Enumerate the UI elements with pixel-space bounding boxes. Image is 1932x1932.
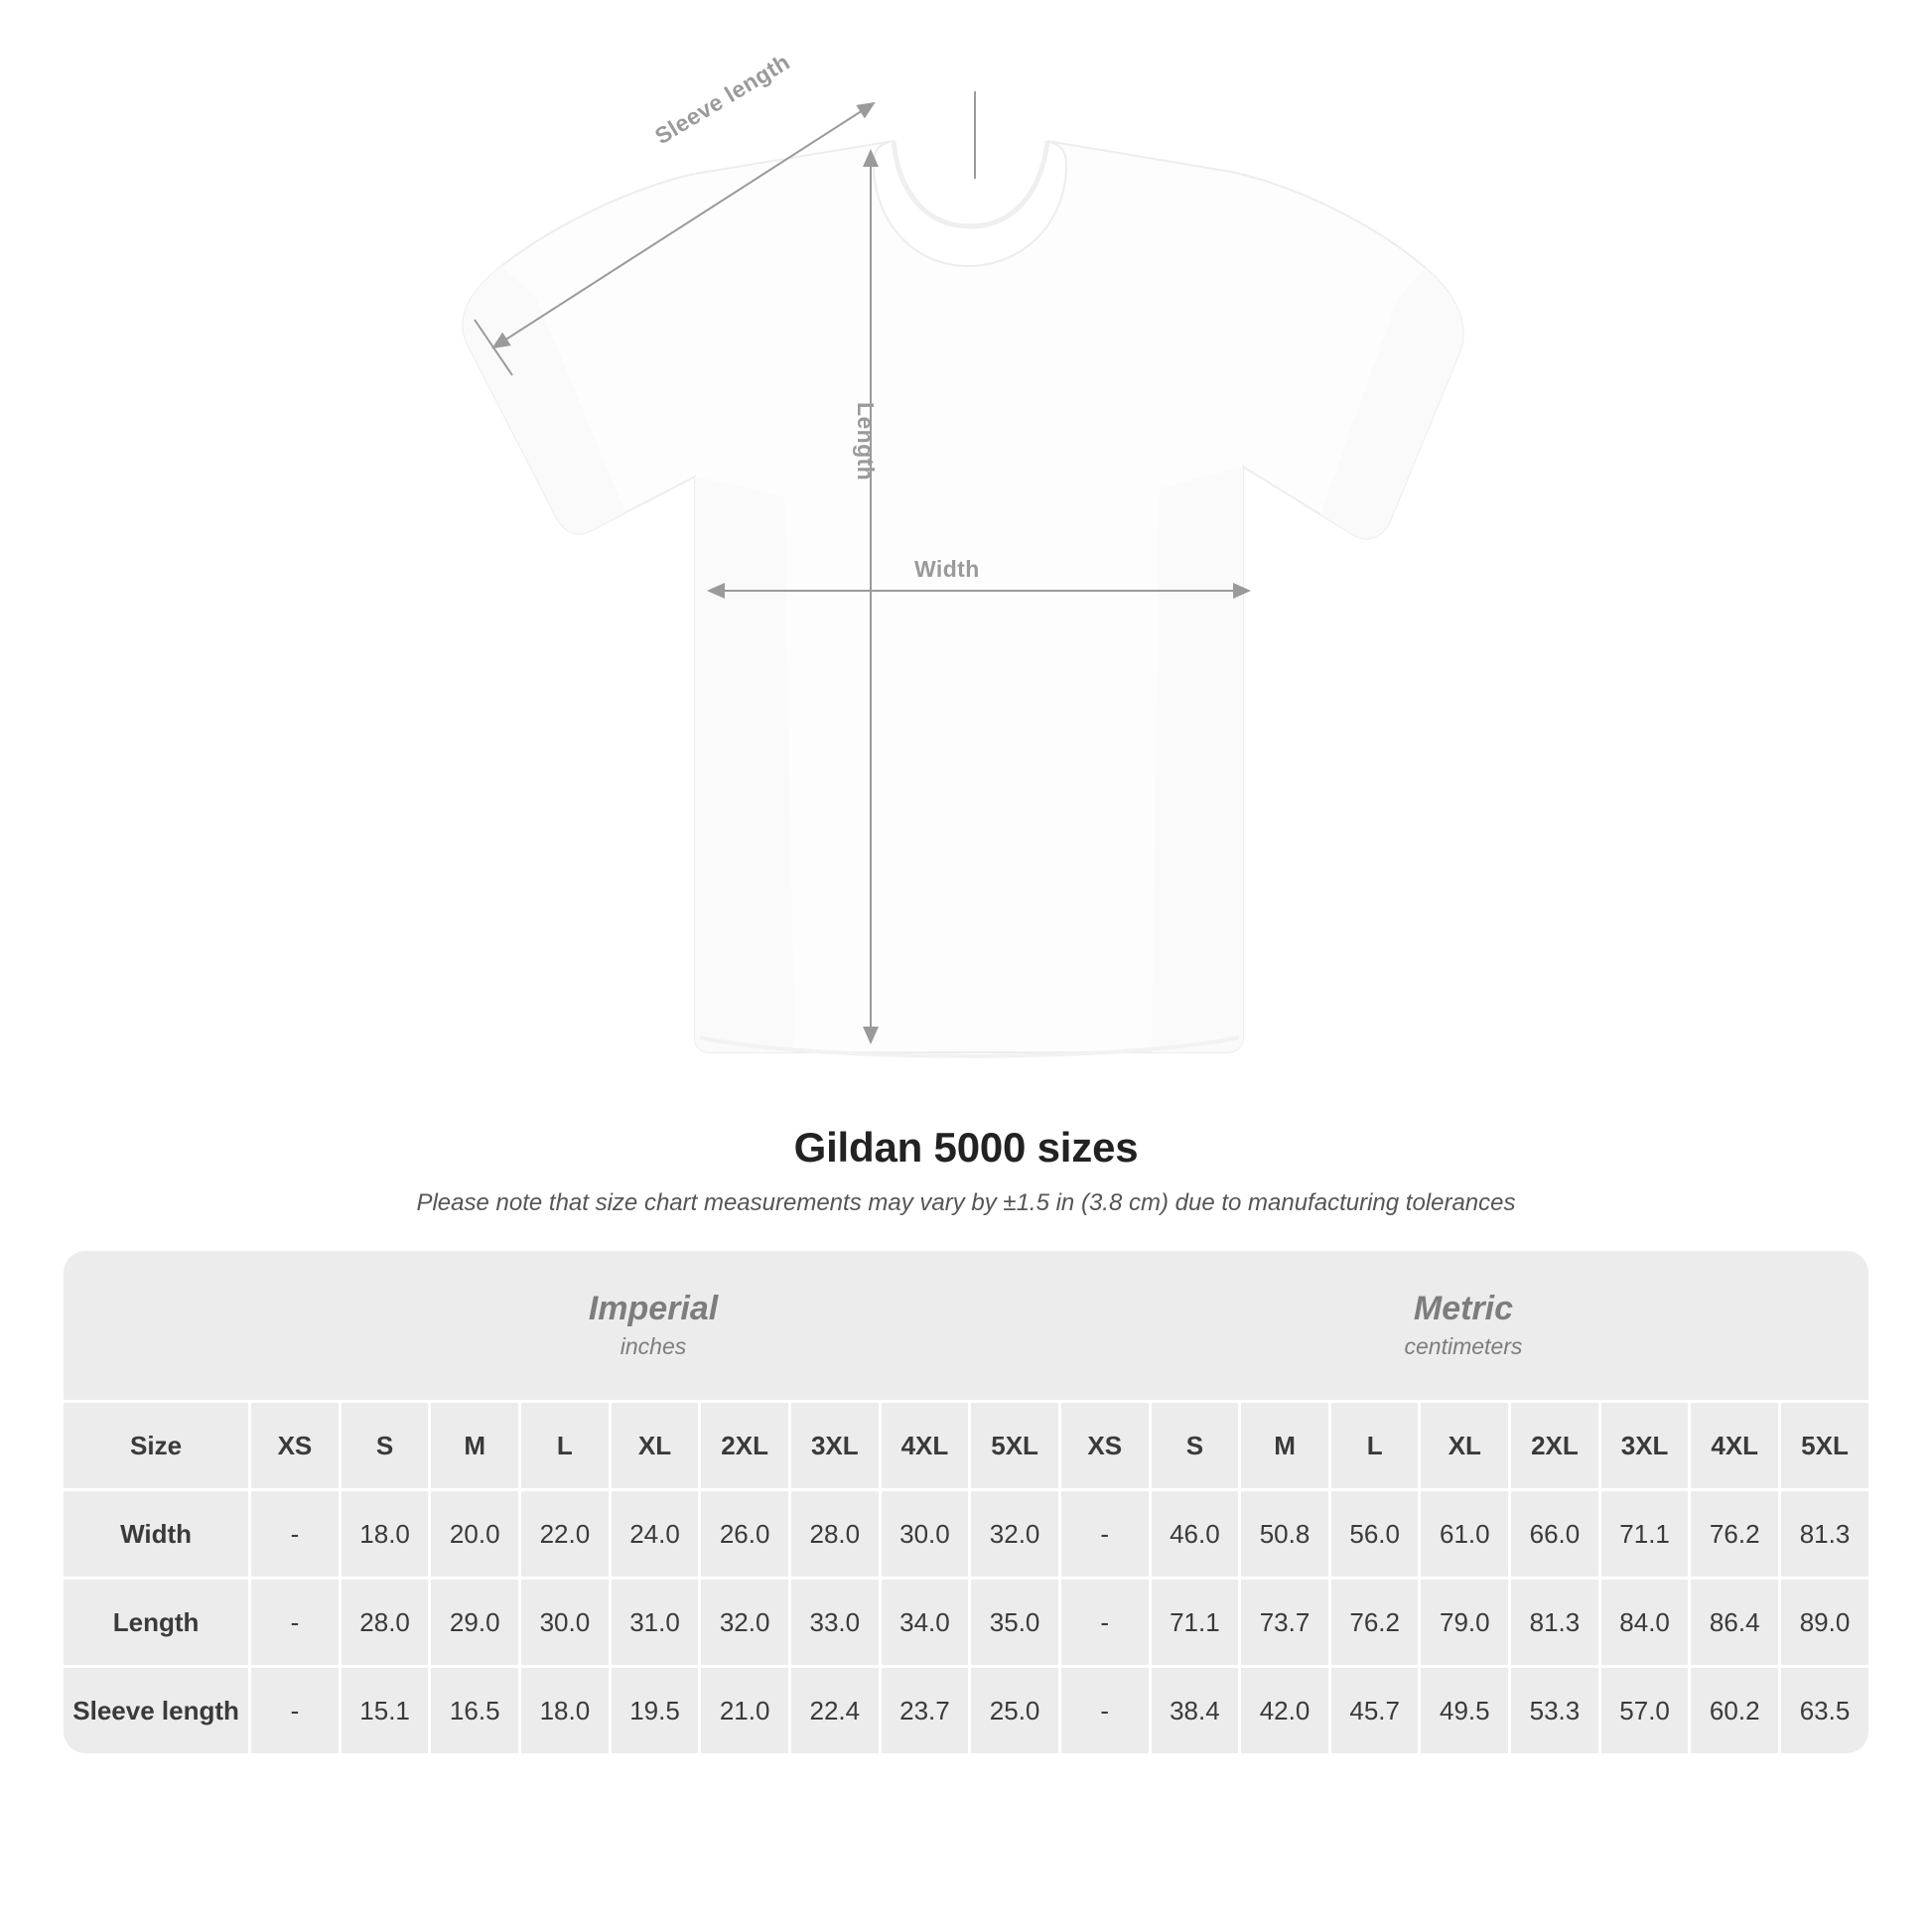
page-title: Gildan 5000 sizes	[793, 1124, 1139, 1171]
cell: 56.0	[1328, 1488, 1419, 1577]
column-header: 4XL	[1688, 1400, 1778, 1488]
cell: 28.0	[339, 1577, 429, 1665]
column-header-row	[64, 1400, 1868, 1488]
cell: 35.0	[968, 1577, 1058, 1665]
cell: -	[1058, 1665, 1149, 1753]
cell: 25.0	[968, 1665, 1058, 1753]
column-header: 5XL	[968, 1400, 1058, 1488]
table-row	[64, 1488, 1868, 1577]
cell: 20.0	[428, 1488, 518, 1577]
cell: 30.0	[879, 1488, 969, 1577]
cell: 73.7	[1238, 1577, 1328, 1665]
cell: 76.2	[1328, 1577, 1419, 1665]
cell: 22.4	[788, 1665, 879, 1753]
cell: 79.0	[1418, 1577, 1508, 1665]
row-header-size: Size	[64, 1400, 248, 1488]
cell: 30.0	[518, 1577, 609, 1665]
cell: 42.0	[1238, 1665, 1328, 1753]
column-header: S	[1149, 1400, 1239, 1488]
cell: -	[248, 1577, 339, 1665]
title-block	[0, 1124, 1932, 1217]
size-table-wrap	[64, 1251, 1868, 1753]
size-table	[64, 1251, 1868, 1753]
cell: 76.2	[1688, 1488, 1778, 1577]
cell: 89.0	[1778, 1577, 1868, 1665]
row-header-width: Width	[64, 1488, 248, 1577]
column-header: M	[428, 1400, 518, 1488]
column-header: XS	[248, 1400, 339, 1488]
column-header: S	[339, 1400, 429, 1488]
cell: 57.0	[1598, 1665, 1689, 1753]
unit-sub-imperial: inches	[620, 1333, 687, 1359]
column-header: 5XL	[1778, 1400, 1868, 1488]
cell: 28.0	[788, 1488, 879, 1577]
cell: 32.0	[968, 1488, 1058, 1577]
column-header: 3XL	[788, 1400, 879, 1488]
cell: 24.0	[609, 1488, 699, 1577]
cell: 46.0	[1149, 1488, 1239, 1577]
unit-header-row	[64, 1251, 1868, 1400]
cell: 38.4	[1149, 1665, 1239, 1753]
row-header-length: Length	[64, 1577, 248, 1665]
column-header: 2XL	[698, 1400, 788, 1488]
column-header: 2XL	[1508, 1400, 1598, 1488]
tolerance-note: Please note that size chart measurements may vary by ±1.5 in (3.8 cm) due to manufacturing tolerances	[416, 1189, 1516, 1216]
cell: -	[1058, 1577, 1149, 1665]
unit-title-imperial: Imperial	[588, 1289, 719, 1327]
cell: 63.5	[1778, 1665, 1868, 1753]
column-header: M	[1238, 1400, 1328, 1488]
cell: 26.0	[698, 1488, 788, 1577]
cell: 86.4	[1688, 1577, 1778, 1665]
cell: 81.3	[1508, 1577, 1598, 1665]
cell: 19.5	[609, 1665, 699, 1753]
cell: 33.0	[788, 1577, 879, 1665]
cell: 32.0	[698, 1577, 788, 1665]
cell: 61.0	[1418, 1488, 1508, 1577]
cell: 81.3	[1778, 1488, 1868, 1577]
cell: 45.7	[1328, 1665, 1419, 1753]
column-header: XL	[609, 1400, 699, 1488]
length-label: Length	[853, 402, 879, 482]
cell: 23.7	[879, 1665, 969, 1753]
cell: 49.5	[1418, 1665, 1508, 1753]
unit-title-metric: Metric	[1413, 1289, 1514, 1327]
cell: 18.0	[518, 1665, 609, 1753]
cell: 71.1	[1149, 1577, 1239, 1665]
row-header-sleeve-length: Sleeve length	[64, 1665, 248, 1753]
table-row	[64, 1577, 1868, 1665]
unit-header-metric	[1058, 1251, 1868, 1400]
unit-header-imperial	[248, 1251, 1058, 1400]
cell: -	[248, 1488, 339, 1577]
cell: 22.0	[518, 1488, 609, 1577]
column-header: XL	[1418, 1400, 1508, 1488]
column-header: XS	[1058, 1400, 1149, 1488]
cell: 15.1	[339, 1665, 429, 1753]
column-header: L	[1328, 1400, 1419, 1488]
cell: 84.0	[1598, 1577, 1689, 1665]
width-label: Width	[914, 556, 980, 582]
cell: 71.1	[1598, 1488, 1689, 1577]
column-header: 3XL	[1598, 1400, 1689, 1488]
cell: 60.2	[1688, 1665, 1778, 1753]
cell: 18.0	[339, 1488, 429, 1577]
cell: 16.5	[428, 1665, 518, 1753]
cell: 21.0	[698, 1665, 788, 1753]
cell: -	[248, 1665, 339, 1753]
cell: 66.0	[1508, 1488, 1598, 1577]
sleeve-length-label: Sleeve length	[650, 48, 794, 150]
tshirt-shape	[463, 141, 1462, 1056]
cell: 53.3	[1508, 1665, 1598, 1753]
table-row	[64, 1665, 1868, 1753]
cell: 29.0	[428, 1577, 518, 1665]
unit-header-spacer	[64, 1251, 248, 1400]
cell: -	[1058, 1488, 1149, 1577]
column-header: 4XL	[879, 1400, 969, 1488]
cell: 31.0	[609, 1577, 699, 1665]
unit-sub-metric: centimeters	[1404, 1333, 1523, 1359]
cell: 50.8	[1238, 1488, 1328, 1577]
cell: 34.0	[879, 1577, 969, 1665]
column-header: L	[518, 1400, 609, 1488]
